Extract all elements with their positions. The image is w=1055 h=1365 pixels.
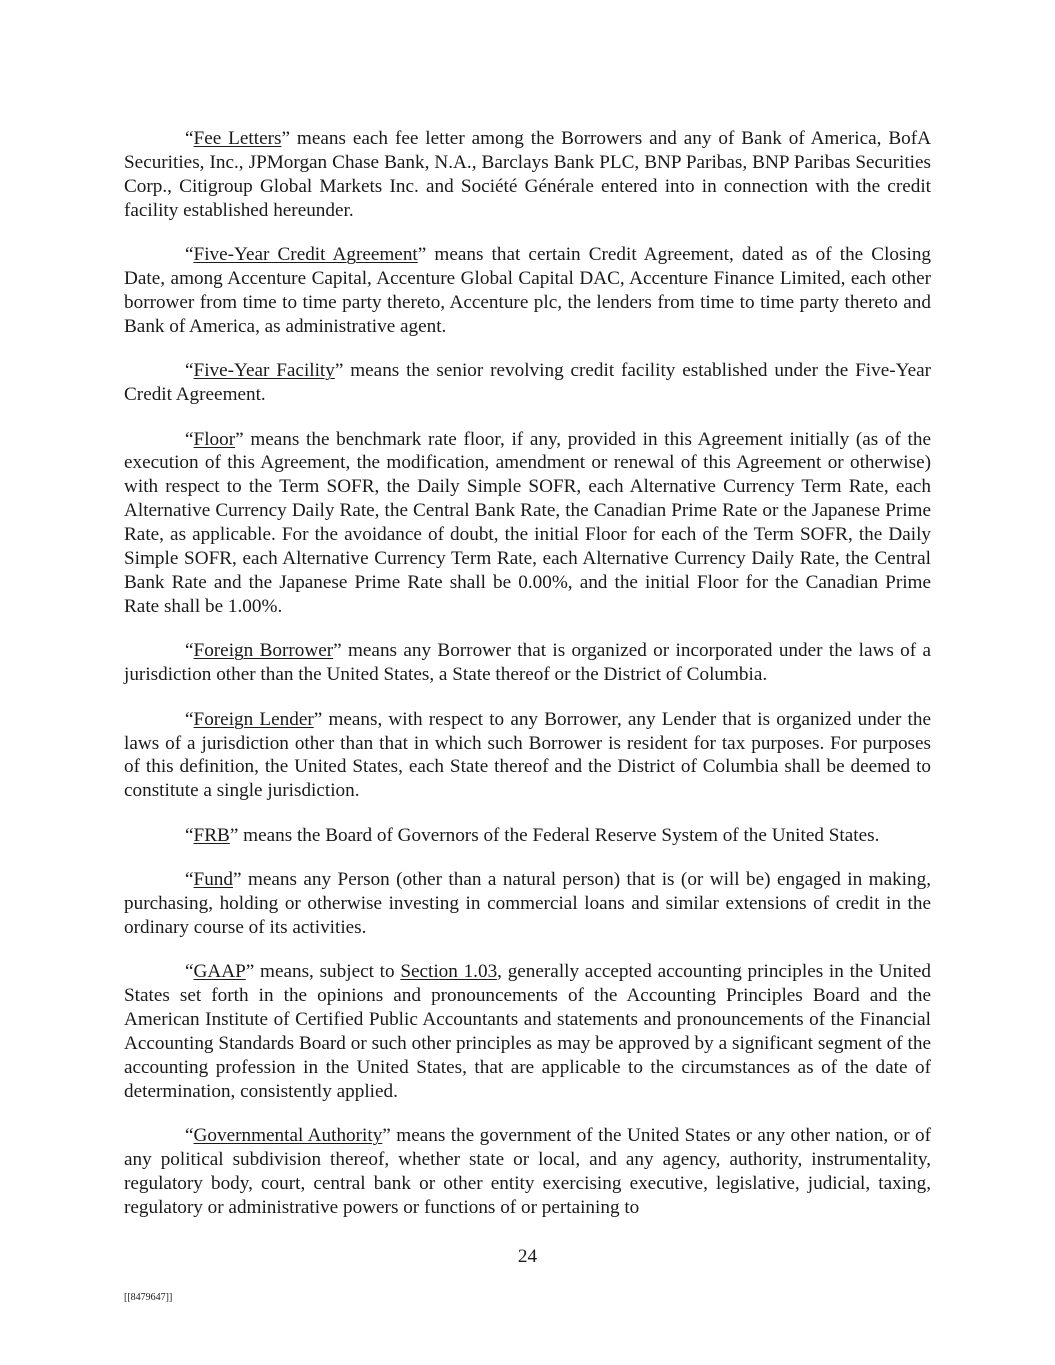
page-number: 24 bbox=[517, 1246, 538, 1267]
defined-term: FRB bbox=[193, 824, 230, 846]
open-quote: “ bbox=[185, 708, 194, 730]
open-quote: “ bbox=[185, 869, 194, 891]
defined-term: Fund bbox=[193, 869, 233, 891]
defined-term: Foreign Lender bbox=[193, 708, 314, 730]
definition-fee-letters bbox=[124, 127, 931, 223]
close-quote: ” bbox=[232, 869, 242, 891]
definition-text: means the benchmark rate floor, if any, provided in this Agreement initially (as of the execution of this Agreement, the modification, amendment or renewal of this Agreement or otherwise) with respect to the Term SOFR, the Daily Simple SOFR, each Alternative Currency Term Rate, each Alternative Currency Daily Rate, the Central Bank Rate, the Canadian Prime Rate or the Japanese Prime Rate, as applicable. For the avoidance of doubt, the initial Floor for each of the Term SOFR, the Daily Simple SOFR, each Alternative Currency Term Rate, each Alternative Currency Daily Rate, the Central Bank Rate and the Japanese Prime Rate shall be 0.00%, and the initial Floor for the Canadian Prime Rate shall be 1.00%. bbox=[124, 428, 931, 617]
open-quote: “ bbox=[185, 128, 194, 149]
close-quote: ” bbox=[229, 824, 239, 846]
definition-text: means that certain Credit Agreement, dated as of the Closing Date, among Accenture Capital, Accenture Global Capital DAC, Accenture Finance Limited, each other borrower from time to time party thereto, Accenture plc, the lenders from time to time party thereto and Bank of America, as administrative agent. bbox=[124, 244, 932, 337]
definition-text: means, with respect to any Borrower, any Lender that is organized under the laws of a jurisdiction other than that in which such Borrower is resident for tax purposes. For purposes of this definition, the United States, each State thereof and the District of Columbia shall be deemed to constitute a single jurisdiction. bbox=[124, 708, 931, 802]
definition-text: means the government of the United States or any other nation, or of any political subdivision thereof, whether state or local, and any agency, authority, instrumentality, regulatory body, court, central bank or other entity exercising executive, legislative, judicial, taxing, regulatory or administrative powers or functions of or pertaining to bbox=[124, 1125, 932, 1219]
open-quote: “ bbox=[185, 428, 194, 450]
defined-term: Five-Year Facility bbox=[193, 360, 335, 382]
defined-term: GAAP bbox=[193, 961, 246, 983]
section-cross-reference: Section 1.03 bbox=[400, 961, 498, 983]
document-id: [[8479647]] bbox=[124, 1292, 173, 1303]
definition-floor bbox=[124, 428, 931, 619]
open-quote: “ bbox=[185, 824, 194, 846]
close-quote: ” bbox=[334, 360, 344, 382]
definition-fund bbox=[124, 868, 931, 940]
open-quote: “ bbox=[185, 244, 194, 266]
definition-text-before-ref: means, subject to bbox=[254, 961, 401, 983]
open-quote: “ bbox=[185, 1125, 194, 1147]
close-quote: ” bbox=[333, 640, 342, 662]
open-quote: “ bbox=[185, 640, 194, 662]
definition-text: means any Borrower that is organized or incorporated under the laws of a jurisdiction other than the United States, a State thereof or the District of Columbia. bbox=[124, 640, 932, 686]
close-quote: ” bbox=[417, 244, 427, 266]
definition-text: means any Person (other than a natural person) that is (or will be) engaged in making, purchasing, holding or otherwise investing in commercial loans and similar extensions of credit in the ordinary course of its activities. bbox=[124, 869, 931, 938]
close-quote: ” bbox=[245, 961, 255, 983]
definition-frb bbox=[124, 824, 931, 848]
defined-term: Governmental Authority bbox=[193, 1125, 383, 1147]
close-quote: ” bbox=[382, 1125, 391, 1147]
definition-five-year-credit-agreement bbox=[124, 243, 931, 339]
definition-governmental-authority bbox=[124, 1124, 931, 1220]
defined-term: Fee Letters bbox=[193, 128, 282, 149]
document-body bbox=[124, 127, 931, 1240]
definition-text: , generally accepted accounting principles in the United States set forth in the opinions and pronouncements of the Accounting Principles Board and the American Institute of Certified Public Accountants and statements and pronouncements of the Financial Accounting Standards Board or such other principles as may be approved by a significant segment of the accounting profession in the United States, that are applicable to the circumstances as of the date of determination, consistently applied. bbox=[124, 961, 931, 1102]
defined-term: Five-Year Credit Agreement bbox=[193, 244, 418, 266]
definition-text: means each fee letter among the Borrowers and any of Bank of America, BofA Securities, Inc., JPMorgan Chase Bank, N.A., Barclays Bank PLC, BNP Paribas, BNP Paribas Securities Corp., Citigroup Global Markets Inc. and Société Générale entered into in connection with the credit facility established hereunder. bbox=[124, 128, 931, 221]
defined-term: Floor bbox=[193, 428, 236, 450]
close-quote: ” bbox=[313, 708, 323, 730]
definition-five-year-facility bbox=[124, 359, 931, 407]
definition-foreign-lender bbox=[124, 708, 931, 804]
definition-text: means the Board of Governors of the Federal Reserve System of the United States. bbox=[238, 824, 880, 846]
close-quote: ” bbox=[235, 428, 244, 450]
definition-foreign-borrower bbox=[124, 639, 931, 687]
defined-term: Foreign Borrower bbox=[193, 640, 334, 662]
definition-text: means the senior revolving credit facility established under the Five-Year Credit Agreement. bbox=[124, 360, 931, 406]
definition-gaap bbox=[124, 960, 931, 1103]
close-quote: ” bbox=[281, 128, 290, 149]
open-quote: “ bbox=[185, 961, 194, 983]
open-quote: “ bbox=[185, 360, 194, 382]
